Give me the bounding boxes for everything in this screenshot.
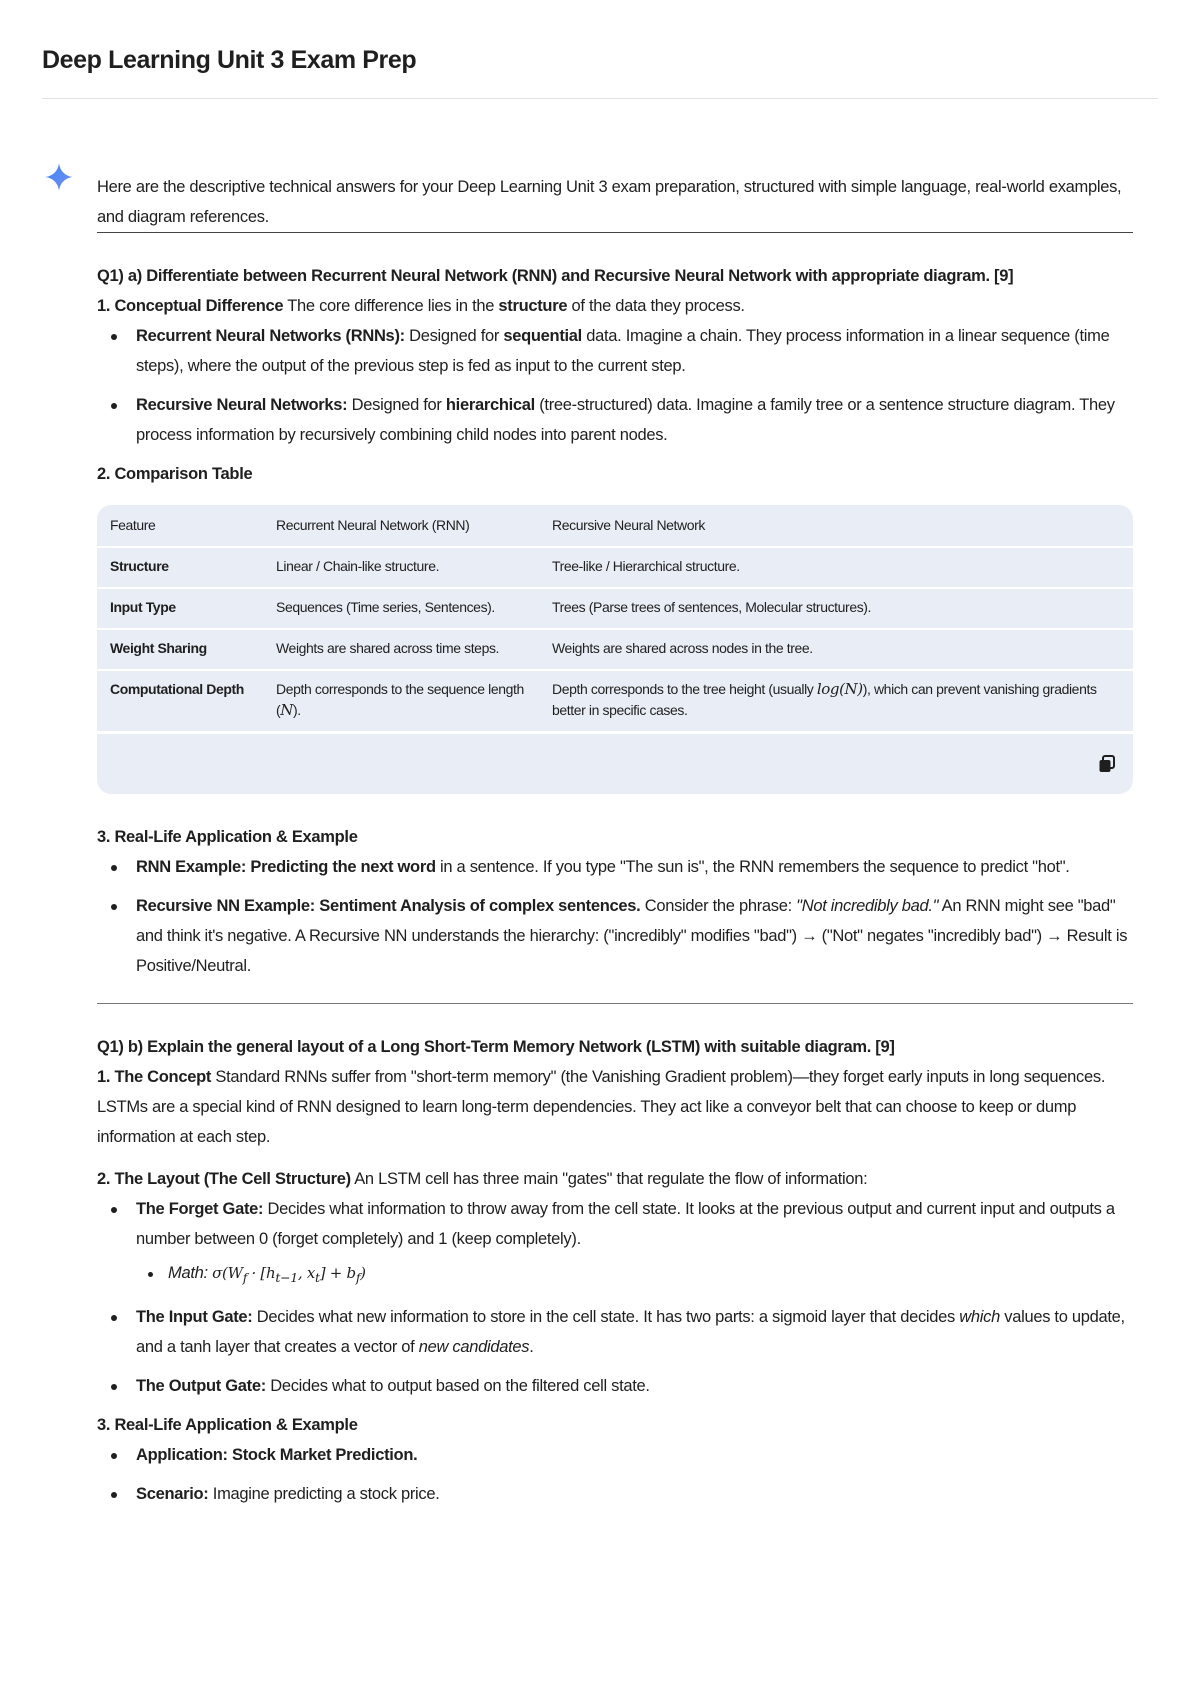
table-cell: Weights are shared across time steps. (263, 630, 539, 671)
text: . (529, 1338, 534, 1356)
subheading: 3. Real-Life Application & Example (97, 828, 358, 846)
table-cell: Structure (97, 548, 263, 589)
math-part: ) (360, 1264, 366, 1282)
item-label: The Output Gate: (136, 1377, 266, 1395)
table-cell: Linear / Chain-like structure. (263, 548, 539, 589)
table-cell: Weight Sharing (97, 630, 263, 671)
text: Decides what information to throw away from the cell state. It looks at the previous output and current input and outputs a number between 0 (forget completely) and 1 (keep completely). (136, 1200, 1115, 1248)
text: Decides what to output based on the filtered cell state. (265, 1377, 650, 1395)
list-item (97, 1371, 1133, 1401)
intro-text: Here are the descriptive technical answers for your Deep Learning Unit 3 exam preparation, structured with simple language, real-world examples, and diagram references. (97, 178, 1122, 226)
emphasis: hierarchical (445, 396, 535, 414)
list-item (97, 1302, 1133, 1362)
item-label: Recurrent Neural Networks (RNNs): (136, 327, 405, 345)
text: of the data they process. (567, 297, 745, 315)
text: Designed for (347, 396, 446, 414)
item-label: The Forget Gate: (136, 1200, 264, 1218)
math-subscript: f (242, 1270, 248, 1285)
text: in a sentence. If you type "The sun is", the RNN remembers the sequence to predict "hot". (435, 858, 1070, 876)
text: values to update, and a tanh layer that creates a vector of (136, 1308, 1125, 1356)
subheading: 2. The Layout (The Cell Structure) (97, 1170, 351, 1188)
math-formula (212, 1264, 366, 1285)
question-heading: Q1) b) Explain the general layout of a Long Short-Term Memory Network (LSTM) with suitable diagram. [9] (97, 1038, 895, 1056)
response-body (97, 172, 1133, 1518)
table-footer (97, 734, 1133, 794)
item-label: The Input Gate: (136, 1308, 253, 1326)
text: Decides what new information to store in the cell state. It has two parts: a sigmoid layer that decides (252, 1308, 960, 1326)
bullet-list (97, 1440, 1133, 1509)
text: (tree-structured) data. Imagine a family tree or a sentence structure diagram. They process information by recursively combining child nodes into parent nodes. (136, 396, 1115, 444)
table-row (97, 589, 1133, 630)
subheading: 1. Conceptual Difference (97, 297, 284, 315)
text: Standard RNNs suffer from "short-term memory" (the Vanishing Gradient problem)—they forget early inputs in long sequences. LSTMs are a special kind of RNN designed to learn long-term dependencies. They act like a conveyor belt that can choose to keep or dump information at each step. (97, 1068, 1106, 1146)
paragraph (97, 1062, 1133, 1152)
copy-icon[interactable] (1097, 754, 1117, 774)
sparkle-icon (44, 162, 74, 192)
table-cell (263, 671, 539, 734)
list-item (136, 1258, 1133, 1293)
quote: "Not incredibly bad." (796, 897, 939, 915)
text: An LSTM cell has three main "gates" that regulate the flow of information: (350, 1170, 868, 1188)
item-label: Math: (168, 1264, 208, 1282)
table-header-cell: Feature (97, 505, 263, 548)
bullet-list (97, 1194, 1133, 1401)
text: Imagine predicting a stock price. (208, 1485, 440, 1503)
text: An RNN might see "bad" and think it's negative. A Recursive NN understands the hierarchy: ("incredibly" modifies "bad") → ("Not" negates "incredibly bad") → Result is Positive/Neutral. (136, 897, 1128, 975)
emphasis: structure (498, 297, 568, 315)
comparison-table-block (97, 505, 1133, 794)
section-divider (97, 1003, 1133, 1004)
math-expression: log(N) (816, 680, 863, 698)
item-label: Scenario: (136, 1485, 209, 1503)
math-subscript: t (315, 1270, 320, 1285)
text: data. Imagine a chain. They process information in a linear sequence (time steps), where the output of the previous step is fed as input to the current step. (136, 327, 1110, 375)
title-divider (42, 98, 1158, 99)
list-item (97, 390, 1133, 450)
math-subscript: f (355, 1270, 361, 1285)
math-part: , x (297, 1264, 316, 1282)
math-symbol: N (280, 701, 293, 719)
emphasis: new candidates (418, 1338, 530, 1356)
bullet-list (97, 852, 1133, 981)
comparison-table (97, 505, 1133, 734)
list-item (97, 1440, 1133, 1470)
emphasis: Stock Market Prediction. (232, 1446, 418, 1464)
table-row (97, 548, 1133, 589)
emphasis: sequential (503, 327, 582, 345)
table-header-row (97, 505, 1133, 548)
math-subscript: t−1 (275, 1270, 298, 1285)
math-part: ] + b (319, 1264, 356, 1282)
subheading: 1. The Concept (97, 1068, 212, 1086)
table-cell: Trees (Parse trees of sentences, Molecular structures). (539, 589, 1133, 630)
page-title: Deep Learning Unit 3 Exam Prep (42, 46, 417, 74)
text: Designed for (404, 327, 504, 345)
table-cell: Input Type (97, 589, 263, 630)
paragraph (97, 1164, 1133, 1194)
table-row (97, 630, 1133, 671)
emphasis: Predicting the next word (250, 858, 436, 876)
table-cell: Weights are shared across nodes in the tree. (539, 630, 1133, 671)
table-cell: Tree-like / Hierarchical structure. (539, 548, 1133, 589)
cell-text: Depth corresponds to the sequence length ( (276, 681, 524, 718)
table-cell (539, 671, 1133, 734)
subheading: 2. Comparison Table (97, 465, 253, 483)
table-row (97, 671, 1133, 734)
table-cell: Computational Depth (97, 671, 263, 734)
math-part: · [h (247, 1264, 276, 1282)
emphasis: Sentiment Analysis of complex sentences. (319, 897, 641, 915)
item-label: Recursive Neural Networks: (136, 396, 348, 414)
table-header-cell: Recursive Neural Network (539, 505, 1133, 548)
item-label: RNN Example: (136, 858, 247, 876)
table-header-cell: Recurrent Neural Network (RNN) (263, 505, 539, 548)
bullet-list (97, 321, 1133, 450)
paragraph (97, 291, 1133, 321)
subheading: 3. Real-Life Application & Example (97, 1416, 358, 1434)
cell-text: Depth corresponds to the tree height (usually (552, 681, 817, 697)
emphasis: which (959, 1308, 1000, 1326)
list-item (97, 891, 1133, 981)
cell-text: ), which can prevent vanishing gradients better in specific cases. (552, 681, 1097, 718)
nested-list (136, 1258, 1133, 1293)
list-item (97, 852, 1133, 882)
list-item (97, 1479, 1133, 1509)
list-item (97, 1194, 1133, 1293)
item-label: Recursive NN Example: (136, 897, 315, 915)
section-divider (97, 232, 1133, 233)
cell-text: ). (293, 702, 301, 718)
question-heading: Q1) a) Differentiate between Recurrent Neural Network (RNN) and Recursive Neural Network with appropriate diagram. [9] (97, 267, 1014, 285)
list-item (97, 321, 1133, 381)
table-cell: Sequences (Time series, Sentences). (263, 589, 539, 630)
text: Consider the phrase: (640, 897, 797, 915)
item-label: Application: (136, 1446, 228, 1464)
math-part: σ(W (212, 1264, 243, 1282)
text: The core difference lies in the (283, 297, 499, 315)
